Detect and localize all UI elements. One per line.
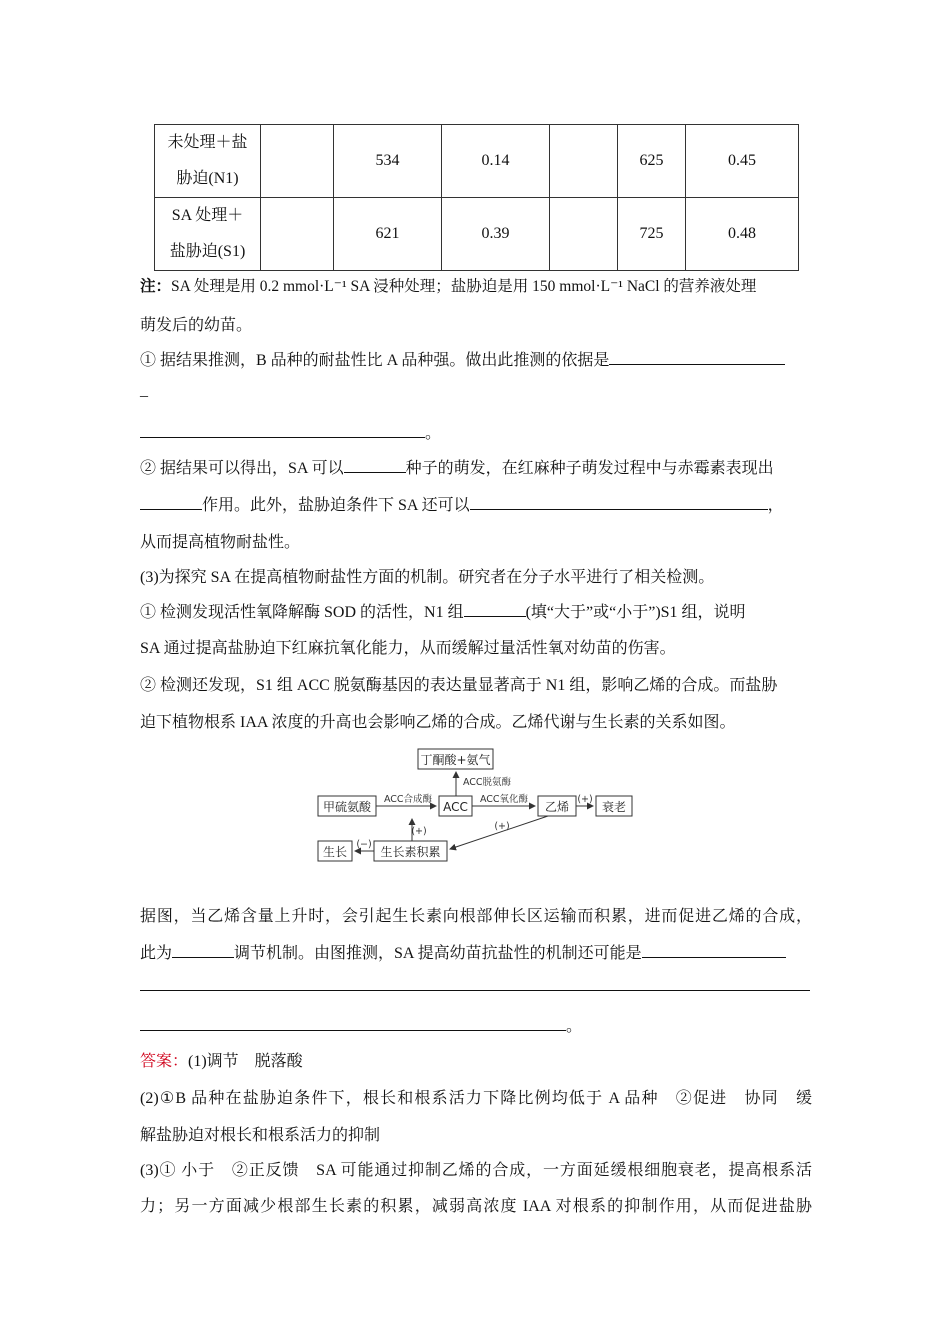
table-cell: 625	[618, 125, 686, 198]
table-cell	[550, 125, 618, 198]
data-table	[154, 124, 799, 271]
answer-blank	[172, 943, 234, 958]
table-row	[155, 198, 799, 271]
question-2-1-dash: _	[140, 382, 148, 399]
question-2-2-line-2: 作用。此外，盐胁迫条件下 SA 还可以 ，	[140, 492, 812, 515]
label-inhibit: (−)	[356, 839, 372, 850]
question-3-2-line-2: 迫下植物根系 IAA 浓度的升高也会影响乙烯的合成。乙烯代谢与生长素的关系如图。	[140, 714, 736, 731]
answer-line-2: (2)①B 品种在盐胁迫条件下，根长和根系活力下降比例均低于 A 品种 ②促进 协同 缓	[140, 1090, 812, 1107]
question-3-tail-line-3	[140, 976, 812, 996]
answer-blank	[140, 423, 425, 438]
table-cell: 534	[334, 125, 442, 198]
answer-blank	[464, 602, 526, 617]
answer-blank	[609, 350, 785, 365]
label-promote: (+)	[494, 821, 510, 832]
answer-blank	[140, 976, 810, 991]
answer-blank	[140, 495, 202, 510]
node-growth: 生长	[322, 845, 348, 859]
table-cell	[550, 198, 618, 271]
answer-line-5: 力；另一方面减少根部生长素的积累，减弱高浓度 IAA 对根系的抑制作用，从而促进盐胁	[140, 1198, 812, 1215]
question-3-2-line-1: ② 检测还发现，S1 组 ACC 脱氨酶基因的表达量显著高于 N1 组，影响乙烯的合成。而盐胁	[140, 677, 778, 694]
row-label: SA 处理＋ 盐胁迫(S1)	[155, 198, 261, 271]
answer-blank	[642, 943, 786, 958]
node-butanone-ammonia: 丁酮酸+氨气	[420, 753, 491, 767]
question-2-2-line-1: ② 据结果可以得出，SA 可以 种子的萌发，在红麻种子萌发过程中与赤霉素表现出	[140, 460, 774, 477]
table-cell: 621	[334, 198, 442, 271]
table-cell	[261, 198, 334, 271]
question-3-tail-line-1: 据图，当乙烯含量上升时，会引起生长素向根部伸长区运输而积累，进而促进乙烯的合成，	[140, 908, 812, 925]
node-ethylene: 乙烯	[544, 800, 570, 814]
label-acc-synthase: ACC合成酶	[383, 794, 433, 805]
question-3-tail-line-2: 此为 调节机制。由图推测，SA 提高幼苗抗盐性的机制还可能是	[140, 940, 812, 963]
answer-blank	[140, 1016, 566, 1031]
answer-blank	[470, 495, 768, 510]
question-2-1-tail: 。	[140, 420, 812, 443]
question-3-intro: (3)为探究 SA 在提高植物耐盐性方面的机制。研究者在分子水平进行了相关检测。	[140, 569, 715, 586]
answer-line-3: 解盐胁迫对根长和根系活力的抑制	[140, 1127, 381, 1144]
table-cell	[261, 125, 334, 198]
table-cell: 0.45	[686, 125, 799, 198]
table-cell: 0.39	[442, 198, 550, 271]
label-promote: (+)	[577, 794, 593, 805]
node-methionine: 甲硫氨酸	[322, 800, 372, 814]
answer-line-1: 答案：(1)调节 脱落酸	[140, 1053, 303, 1070]
node-auxin-accumulation: 生长素积累	[380, 845, 441, 859]
answer-blank	[344, 458, 406, 473]
table-cell: 725	[618, 198, 686, 271]
label-acc-oxidase: ACC氧化酶	[479, 794, 529, 805]
node-acc: ACC	[443, 800, 468, 814]
node-senescence: 衰老	[601, 800, 627, 814]
question-3-tail-line-4: 。	[140, 1013, 812, 1036]
table-row	[155, 125, 799, 198]
note-line-2: 萌发后的幼苗。	[140, 317, 253, 334]
answer-label: 答案：	[140, 1053, 189, 1070]
answer-line-4: (3)① 小于 ②正反馈 SA 可能通过抑制乙烯的合成，一方面延缓根细胞衰老，提高根系活	[140, 1162, 812, 1179]
ethylene-auxin-diagram	[316, 745, 636, 867]
table-cell: 0.48	[686, 198, 799, 271]
question-3-1-line-2: SA 通过提高盐胁迫下红麻抗氧化能力，从而缓解过量活性氧对幼苗的伤害。	[140, 640, 676, 657]
question-2-2-line-3: 从而提高植物耐盐性。	[140, 534, 301, 551]
note-line-1: 注：SA 处理是用 0.2 mmol·L⁻¹ SA 浸种处理；盐胁迫是用 150 mmol·L⁻¹ NaCl 的营养液处理	[140, 278, 757, 295]
label-acc-deaminase: ACC脱氨酶	[462, 777, 512, 788]
row-label: 未处理＋盐 胁迫(N1)	[155, 125, 261, 198]
table-cell: 0.14	[442, 125, 550, 198]
question-3-1-line-1: ① 检测发现活性氧降解酶 SOD 的活性，N1 组 (填“大于”或“小于”)S1 组，说明	[140, 604, 746, 621]
question-2-1: ① 据结果推测，B 品种的耐盐性比 A 品种强。做出此推测的依据是	[140, 347, 812, 370]
label-promote: (+)	[411, 826, 427, 837]
